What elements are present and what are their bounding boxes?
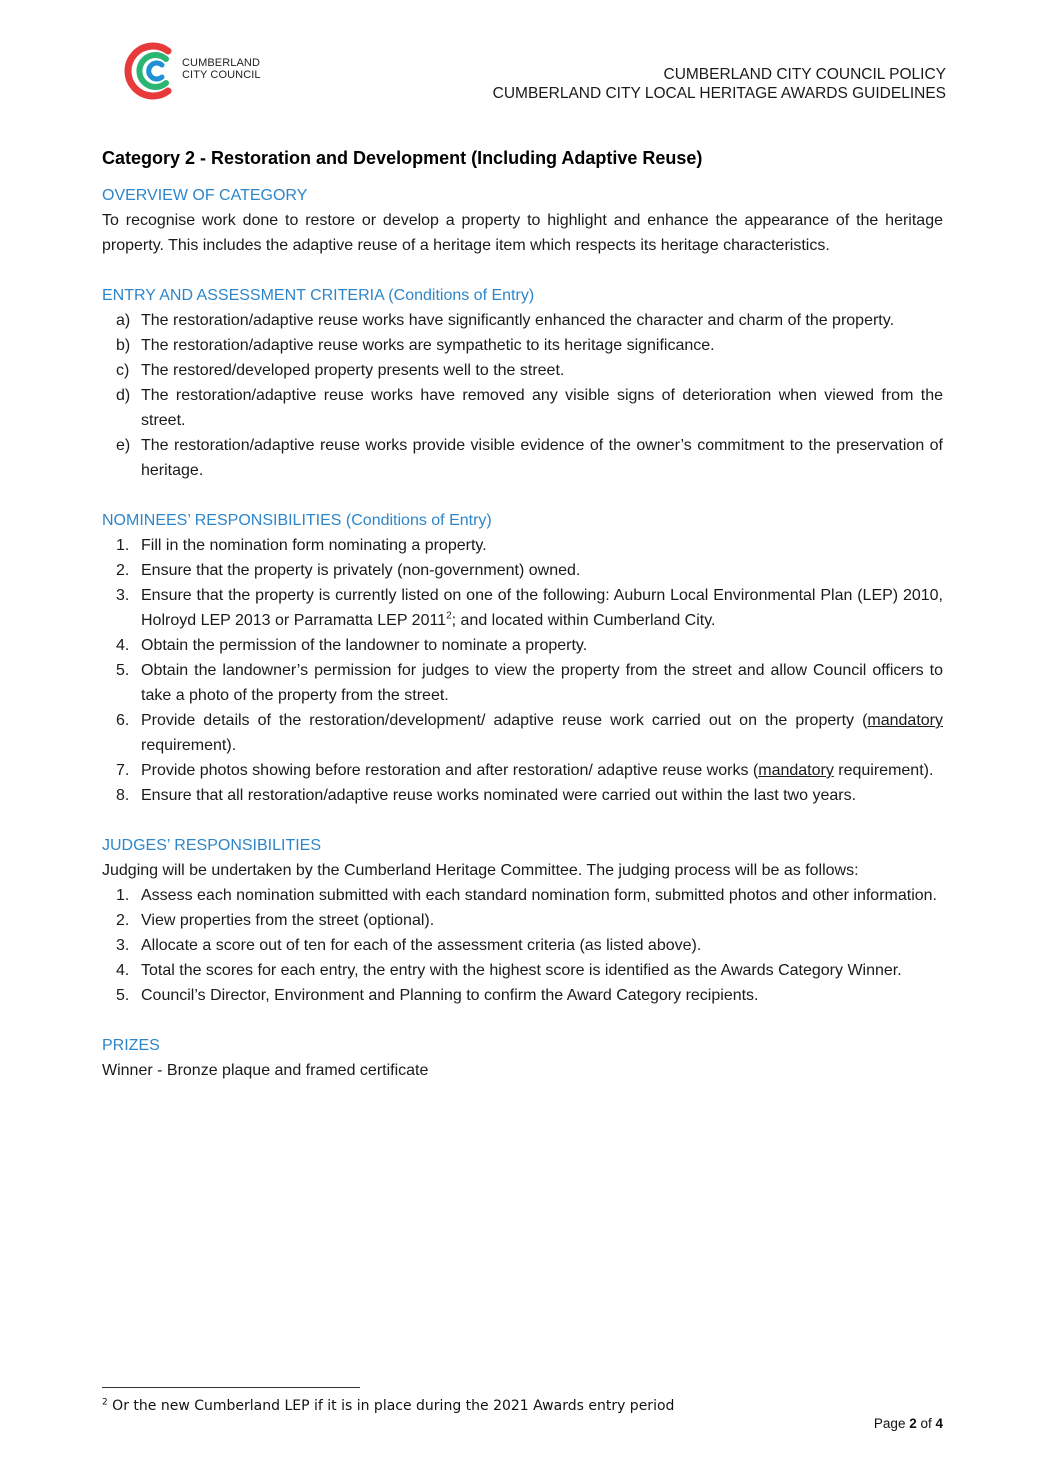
list-item-text: Ensure that the property is privately (non-government) owned.: [141, 562, 581, 579]
logo-line-1: CUMBERLAND: [182, 57, 261, 69]
list-item: [102, 308, 943, 333]
overview-heading: OVERVIEW OF CATEGORY: [102, 187, 308, 204]
list-item: [102, 558, 943, 583]
list-item-text: The restoration/adaptive reuse works have significantly enhanced the character and charm of the property.: [141, 312, 895, 329]
list-item-text: Obtain the landowner’s permission for judges to view the property from the street and allow Council officers to take a photo of the property from the street.: [141, 662, 943, 704]
judges-intro: Judging will be undertaken by the Cumberland Heritage Committee. The judging process will be as follows:: [102, 862, 859, 879]
list-item: [102, 708, 943, 758]
entry-criteria-heading: ENTRY AND ASSESSMENT CRITERIA (Conditions of Entry): [102, 287, 535, 304]
list-item: [102, 908, 943, 933]
list-item-text: View properties from the street (optional).: [141, 912, 435, 929]
nominees-list: [102, 533, 943, 808]
list-marker: d): [116, 387, 131, 404]
council-logo-text: [182, 57, 261, 81]
list-item-text: Ensure that all restoration/adaptive reuse works nominated were carried out within the last two years.: [141, 787, 857, 804]
page-total: 4: [935, 1416, 943, 1431]
header-line-2: CUMBERLAND CITY LOCAL HERITAGE AWARDS GUIDELINES: [492, 85, 946, 102]
list-marker: e): [116, 437, 131, 454]
list-marker: 4.: [116, 962, 130, 979]
list-item: [102, 933, 943, 958]
list-marker: 2.: [116, 562, 130, 579]
list-item-text: Provide photos showing before restoration and after restoration/ adaptive reuse works (: [141, 762, 759, 779]
list-marker: 3.: [116, 937, 130, 954]
list-item: [102, 958, 943, 983]
council-logo-mark-icon: [124, 40, 180, 102]
list-item-text: Obtain the permission of the landowner to nominate a property.: [141, 637, 588, 654]
list-item-text: The restoration/adaptive reuse works are sympathetic to its heritage significance.: [141, 337, 715, 354]
page-number: [874, 1416, 943, 1431]
list-item: [102, 758, 943, 783]
list-item-text: The restored/developed property presents well to the street.: [141, 362, 565, 379]
page-of: of: [916, 1416, 936, 1431]
list-marker: 4.: [116, 637, 130, 654]
list-item-text: Ensure that the property is currently listed on one of the following: Auburn Local Environmental Plan (LEP) 2010, Holroyd LEP 2013 or Parramatta LEP 2011: [141, 587, 943, 629]
list-marker: c): [116, 362, 130, 379]
list-item: [102, 983, 943, 1008]
footnote: [102, 1396, 674, 1416]
document-body: [102, 145, 943, 1083]
list-item-text: The restoration/adaptive reuse works provide visible evidence of the owner’s commitment to the preservation of heritage.: [141, 437, 943, 479]
list-item: [102, 883, 943, 908]
footnote-divider: [102, 1387, 360, 1388]
list-item-text: requirement).: [833, 762, 934, 779]
list-marker: 3.: [116, 587, 130, 604]
footnote-text: Or the new Cumberland LEP if it is in place during the 2021 Awards entry period: [107, 1398, 675, 1414]
list-item: [102, 583, 943, 633]
entry-criteria-list: [102, 308, 943, 483]
list-marker: 5.: [116, 662, 130, 679]
council-logo: [124, 40, 284, 102]
header-line-1: CUMBERLAND CITY COUNCIL POLICY: [663, 66, 946, 83]
list-item: [102, 658, 943, 708]
list-marker: 6.: [116, 712, 130, 729]
document-header: [493, 65, 946, 103]
list-item: [102, 383, 943, 433]
list-item-text: requirement).: [141, 737, 237, 754]
list-item-text: Fill in the nomination form nominating a property.: [141, 537, 487, 554]
list-marker: 2.: [116, 912, 130, 929]
list-item: [102, 783, 943, 808]
list-item: [102, 533, 943, 558]
nominees-heading: NOMINEES’ RESPONSIBILITIES (Conditions of Entry): [102, 512, 492, 529]
overview-text: To recognise work done to restore or develop a property to highlight and enhance the appearance of the heritage property. This includes the adaptive reuse of a heritage item which respects its heritage characteristics.: [102, 212, 943, 254]
list-item-text: Assess each nomination submitted with each standard nomination form, submitted photos and other information.: [141, 887, 937, 904]
list-item-text: Council’s Director, Environment and Planning to confirm the Award Category recipients.: [141, 987, 759, 1004]
list-item: [102, 333, 943, 358]
list-marker: 5.: [116, 987, 130, 1004]
list-marker: a): [116, 312, 131, 329]
list-item-text: Allocate a score out of ten for each of the assessment criteria (as listed above).: [141, 937, 702, 954]
footnote-number: 2: [102, 1397, 108, 1408]
logo-line-2: CITY COUNCIL: [182, 69, 261, 81]
page-label: Page: [873, 1416, 910, 1431]
list-item-text: Total the scores for each entry, the entry with the highest score is identified as the Awards Category Winner.: [141, 962, 902, 979]
list-item-text: The restoration/adaptive reuse works have removed any visible signs of deterioration when viewed from the street.: [141, 387, 943, 429]
list-item: [102, 433, 943, 483]
list-marker: 8.: [116, 787, 130, 804]
prizes-text: Winner - Bronze plaque and framed certificate: [102, 1062, 429, 1079]
list-item-text: ; and located within Cumberland City.: [451, 612, 716, 629]
mandatory-underlined: mandatory: [867, 712, 943, 729]
list-marker: 1.: [116, 887, 130, 904]
list-item-text: Provide details of the restoration/development/ adaptive reuse work carried out on the property (: [141, 712, 868, 729]
list-marker: 7.: [116, 762, 130, 779]
mandatory-underlined: mandatory: [758, 762, 834, 779]
page-current: 2: [909, 1416, 917, 1431]
judges-list: [102, 883, 943, 1008]
list-item: [102, 358, 943, 383]
judges-heading: JUDGES’ RESPONSIBILITIES: [102, 837, 322, 854]
prizes-heading: PRIZES: [102, 1037, 160, 1054]
list-marker: b): [116, 337, 131, 354]
page-title: Category 2 - Restoration and Development (Including Adaptive Reuse): [102, 148, 703, 168]
list-marker: 1.: [116, 537, 130, 554]
footnote-reference[interactable]: 2: [446, 610, 452, 622]
list-item: [102, 633, 943, 658]
